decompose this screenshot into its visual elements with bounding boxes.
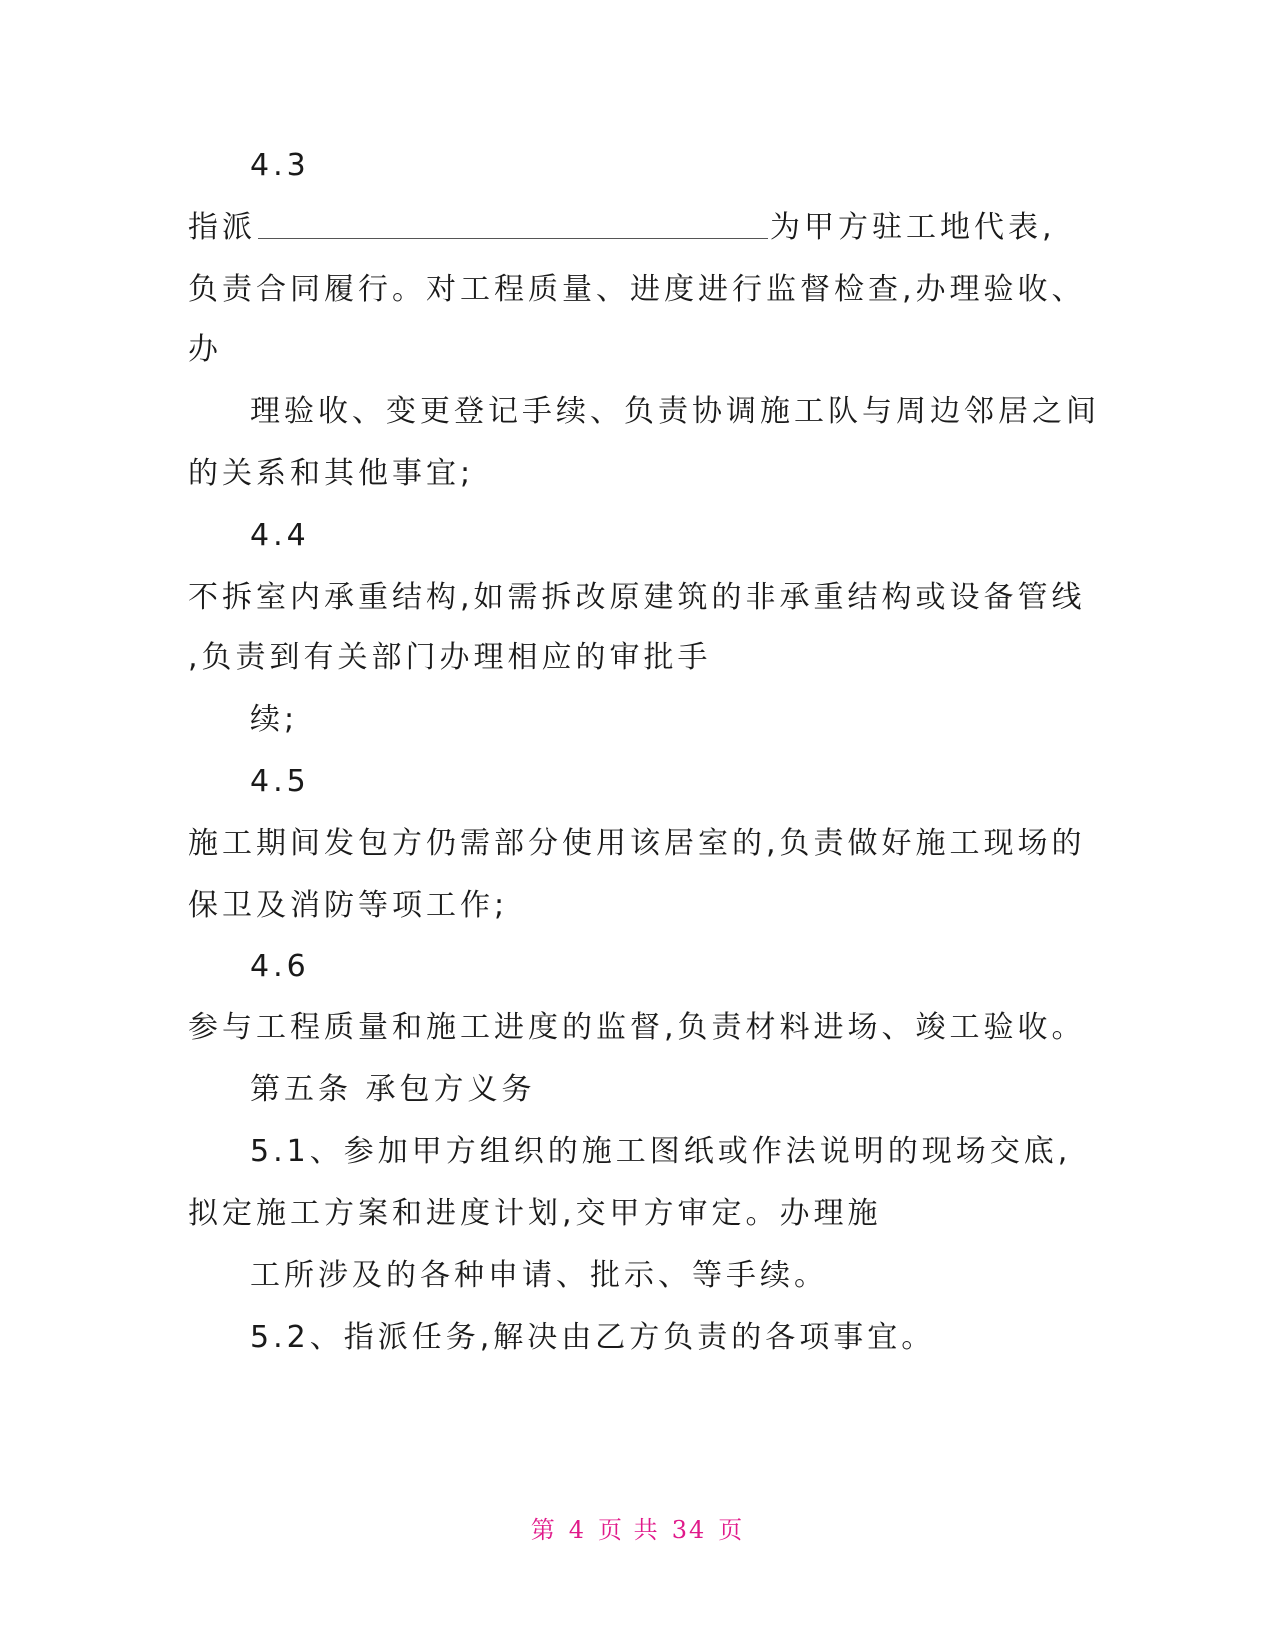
section-4-3-number: 4.3 <box>250 148 310 183</box>
section-5-1-line-3: 工所涉及的各种申请、批示、等手续。 <box>250 1258 828 1293</box>
representative-role: 为甲方驻工地代表, <box>770 210 1056 245</box>
total-page-count: 34 <box>671 1516 707 1544</box>
article-5-heading: 第五条 承包方义务 <box>250 1072 536 1107</box>
section-4-4-line-3: 续; <box>250 702 299 737</box>
current-page-number: 4 <box>568 1516 587 1544</box>
assign-label: 指派 <box>188 210 256 245</box>
representative-blank <box>258 210 768 239</box>
section-4-6-line-1: 参与工程质量和施工进度的监督,负责材料进场、竣工验收。 <box>188 1010 1086 1045</box>
page-footer <box>0 1510 1275 1545</box>
section-5-1-line-1: 5.1、参加甲方组织的施工图纸或作法说明的现场交底, <box>250 1134 1072 1169</box>
section-4-6-number: 4.6 <box>250 949 310 984</box>
section-4-4-line-1: 不拆室内承重结构,如需拆改原建筑的非承重结构或设备管线 <box>188 580 1086 615</box>
section-4-3-line-1 <box>188 208 1056 248</box>
section-4-3-line-3: 办 <box>188 332 222 367</box>
section-5-1-line-2: 拟定施工方案和进度计划,交甲方审定。办理施 <box>188 1196 882 1231</box>
section-5-2-line-1: 5.2、指派任务,解决由乙方负责的各项事宜。 <box>250 1320 936 1355</box>
section-4-4-line-2: ,负责到有关部门办理相应的审批手 <box>188 640 712 675</box>
section-4-5-line-1: 施工期间发包方仍需部分使用该居室的,负责做好施工现场的 <box>188 826 1086 861</box>
footer-middle: 页 共 <box>598 1516 660 1544</box>
section-4-4-number: 4.4 <box>250 518 310 553</box>
section-4-3-line-4: 理验收、变更登记手续、负责协调施工队与周边邻居之间 <box>250 394 1100 429</box>
section-4-5-number: 4.5 <box>250 764 310 799</box>
footer-suffix: 页 <box>718 1516 745 1544</box>
section-4-3-line-5: 的关系和其他事宜; <box>188 456 475 491</box>
section-4-5-line-2: 保卫及消防等项工作; <box>188 888 509 923</box>
footer-prefix: 第 <box>530 1516 557 1544</box>
section-4-3-line-2: 负责合同履行。对工程质量、进度进行监督检查,办理验收、 <box>188 272 1086 307</box>
